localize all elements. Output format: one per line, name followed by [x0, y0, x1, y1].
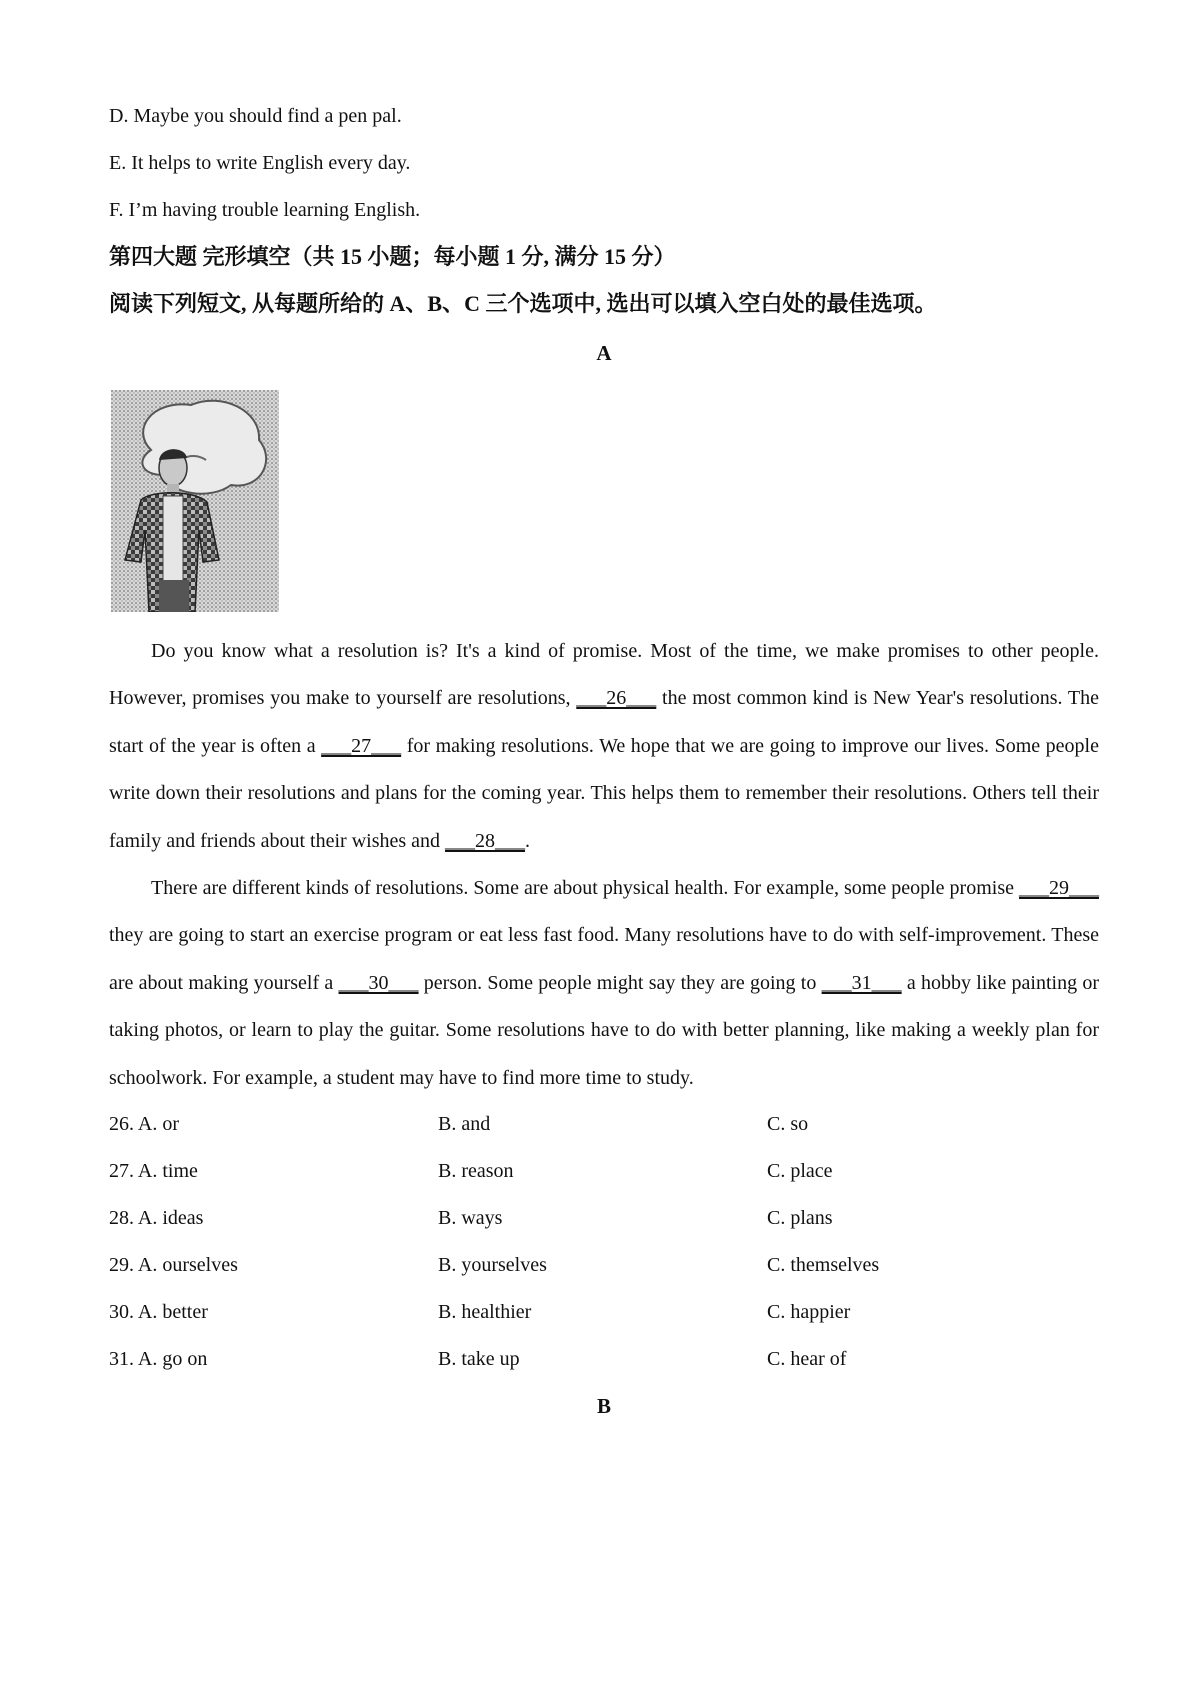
- options-row-29: [109, 1251, 1099, 1279]
- passage-b-label: B: [596, 1394, 611, 1418]
- p2-text-3: person. Some people might say they are going to: [418, 971, 822, 994]
- option-27-c: C. place: [767, 1160, 833, 1182]
- blank-28: ___28___: [445, 829, 526, 852]
- option-26-c: C. so: [767, 1113, 809, 1135]
- p2-text-1: There are different kinds of resolutions. Some are about physical health. For example, some people promise: [151, 877, 1019, 900]
- blank-30: ___30___: [338, 971, 419, 994]
- section-title: 第四大题 完形填空（共 15 小题；每小题 1 分, 满分 15 分）: [109, 244, 676, 269]
- passage-a-label: A: [596, 341, 612, 365]
- option-31-b: B. take up: [438, 1348, 520, 1370]
- option-26-a: 26. A. or: [109, 1113, 179, 1135]
- option-27-a: 27. A. time: [109, 1160, 198, 1182]
- p1-text-3: for making resolutions. We hope that we are going to improve our lives. Some people write down their resolutions and plans for the coming year. This helps them to remember their resolutions. Others tell their family and friends about their wishes and: [109, 734, 1099, 852]
- option-31-c: C. hear of: [767, 1348, 847, 1370]
- p2-text-2: they are going to start an exercise program or eat less fast food. Many resolutions have to do with self-improvement. These are about making yourself a: [109, 924, 1099, 994]
- options-row-28: [109, 1204, 1099, 1232]
- option-30-a: 30. A. better: [109, 1301, 208, 1323]
- option-27-b: B. reason: [438, 1160, 514, 1182]
- option-d: D. Maybe you should find a pen pal.: [109, 105, 402, 127]
- paragraph-1: [109, 628, 1099, 865]
- option-29-a: 29. A. ourselves: [109, 1254, 238, 1276]
- option-28-b: B. ways: [438, 1207, 503, 1229]
- options-row-27: [109, 1157, 1099, 1185]
- section-instruction: 阅读下列短文, 从每题所给的 A、B、C 三个选项中, 选出可以填入空白处的最佳选项。: [109, 291, 937, 316]
- option-26-b: B. and: [438, 1113, 491, 1135]
- options-row-31: [109, 1345, 1099, 1373]
- blank-26: ___26___: [576, 687, 657, 710]
- option-31-a: 31. A. go on: [109, 1348, 208, 1370]
- passage-a-text: [109, 628, 1099, 1102]
- blank-31: ___31___: [821, 971, 902, 994]
- man-photo-image: [111, 390, 279, 612]
- paragraph-2: [109, 865, 1099, 1102]
- option-28-c: C. plans: [767, 1207, 833, 1229]
- blank-27: ___27___: [321, 734, 402, 757]
- p1-text-4: .: [525, 829, 531, 852]
- option-f: F. I’m having trouble learning English.: [109, 199, 421, 221]
- p1-text-1: Do you know what a resolution is? It's a kind of promise. Most of the time, we make promises to other people. However, promises you make to yourself are resolutions,: [109, 640, 1099, 710]
- p1-text-2: the most common kind is New Year's resolutions. The start of the year is often a: [109, 687, 1099, 757]
- blank-29: ___29___: [1019, 877, 1099, 900]
- option-e: E. It helps to write English every day.: [109, 152, 411, 174]
- p2-text-4: a hobby like painting or taking photos, or learn to play the guitar. Some resolutions have to do with better planning, like making a weekly plan for schoolwork. For example, a student may have to find more time to study.: [109, 971, 1099, 1089]
- option-29-b: B. yourselves: [438, 1254, 547, 1276]
- option-28-a: 28. A. ideas: [109, 1207, 204, 1229]
- option-30-c: C. happier: [767, 1301, 851, 1323]
- options-row-30: [109, 1298, 1099, 1326]
- options-row-26: [109, 1110, 1099, 1138]
- option-29-c: C. themselves: [767, 1254, 880, 1276]
- option-30-b: B. healthier: [438, 1301, 532, 1323]
